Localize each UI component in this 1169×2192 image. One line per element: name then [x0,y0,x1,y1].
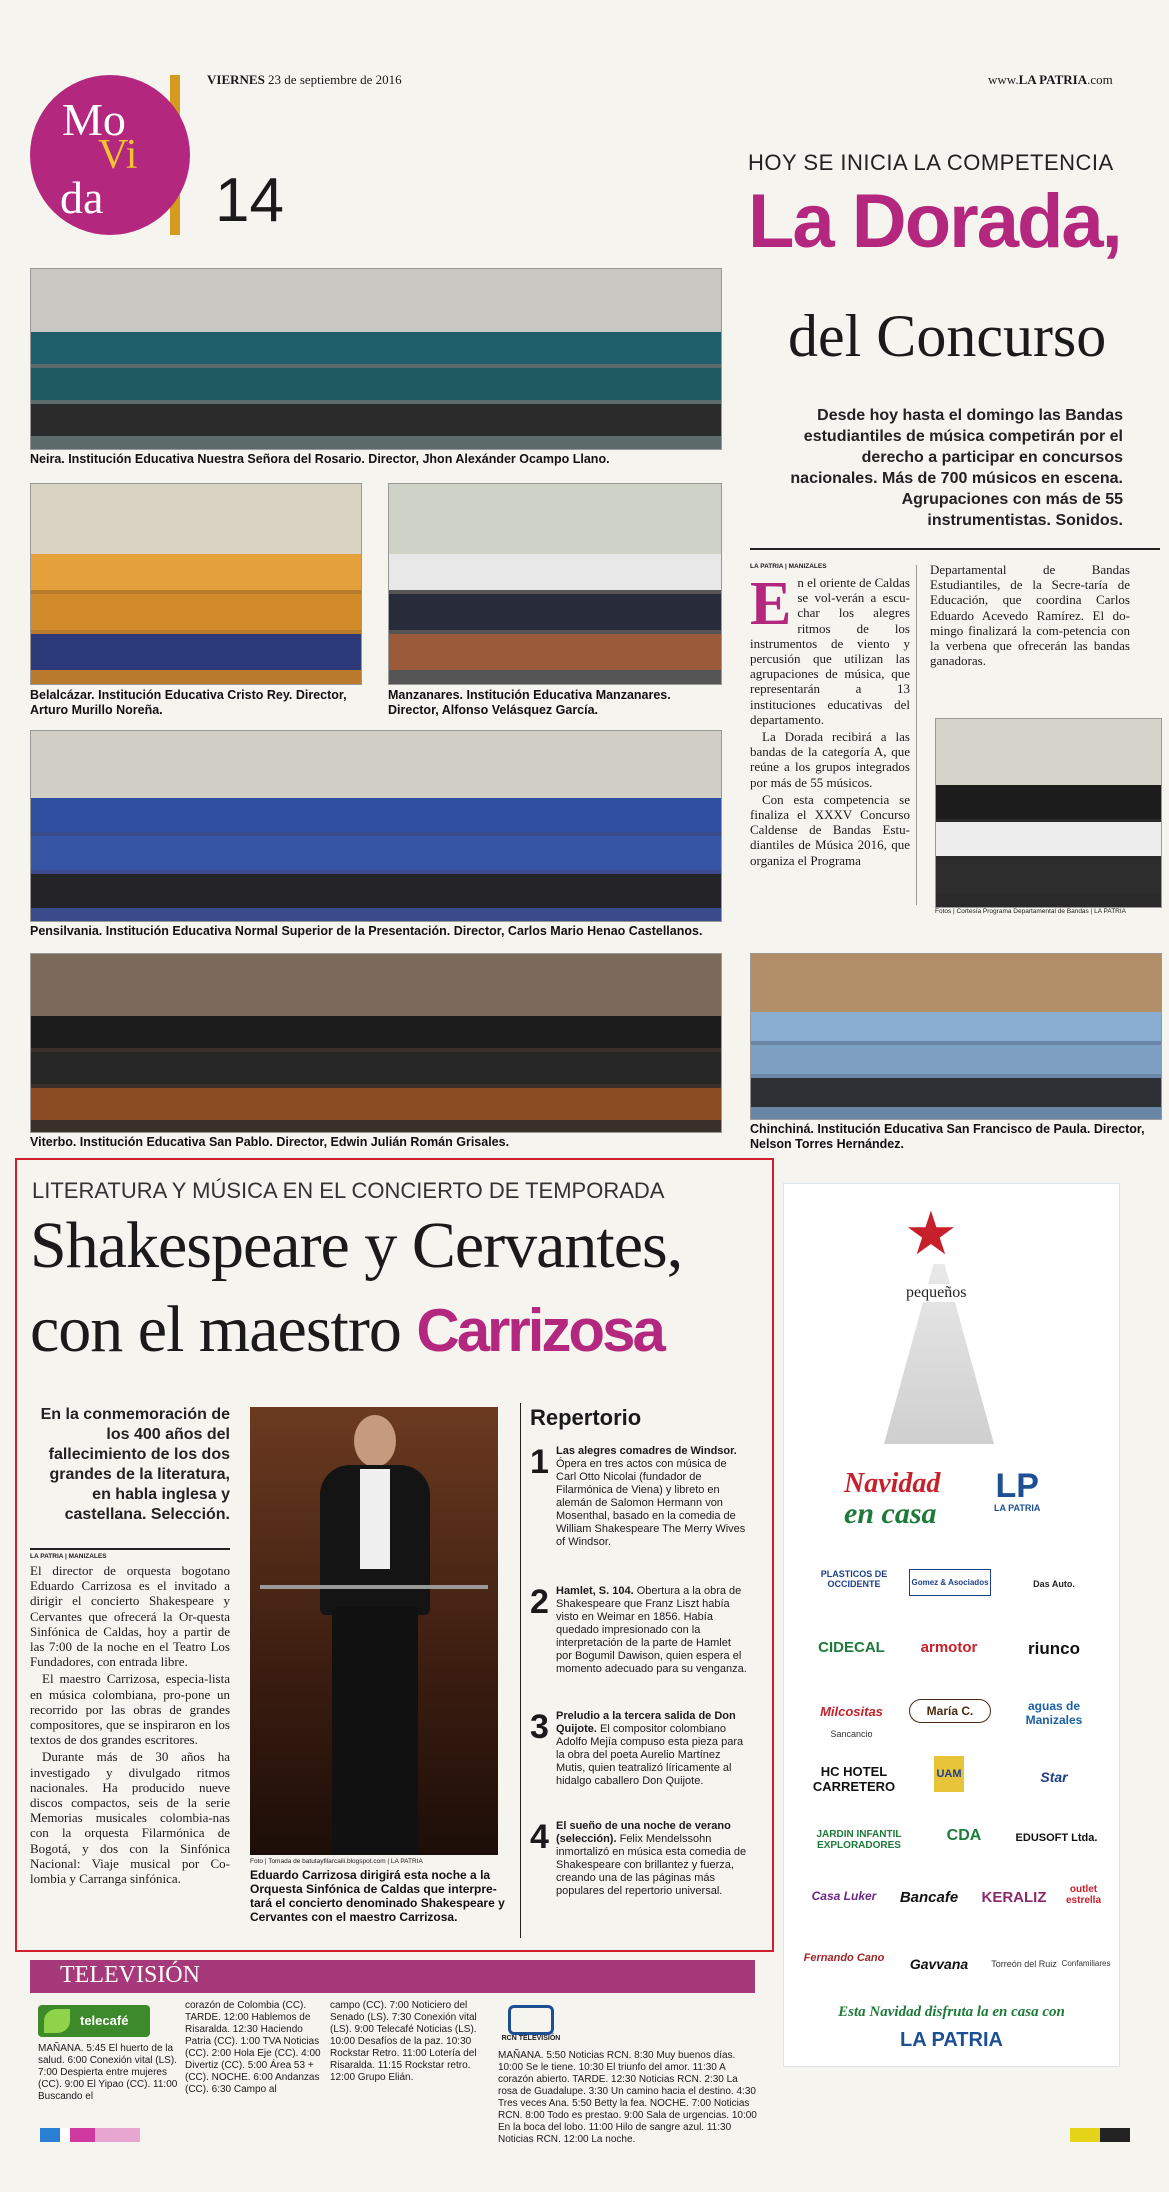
caption-neira: Neira. Institución Educativa Nuestra Señora del Rosario. Director, Jhon Alexánder Ocampo Llano. [30,452,610,466]
sponsor-logo: CDA [946,1827,982,1844]
concert-photo-caption: Eduardo Carrizosa dirigirá esta noche a la Orquesta Sinfónica de Caldas que interpre-tará el concierto denominado Shakespeare y Cervantes con el maestro Carrizosa. [250,1868,505,1924]
section-logo-da: da [60,172,104,223]
ad-title-1: Navidad [844,1468,941,1499]
repertorio-item-title: Las alegres comadres de Windsor. [556,1445,737,1457]
sponsor-logo: Torreón del Ruiz [991,1959,1057,1969]
lead-kicker: HOY SE INICIA LA COMPETENCIA [748,150,1114,175]
website-link[interactable]: www.LA PATRIA.com [988,72,1113,87]
sponsor-logo: Fernando Cano [803,1952,885,1964]
lead-title-1: La Dorada, [748,179,1121,264]
tv-schedule-col3: campo (CC). 7:00 Noticiero del Senado (LS). 7:30 Conexión vital (LS). 9:00 Telecafé Noticias (LS). 10:00 Desafíos de la paz. 10:30 Rockstar Retro. 11:00 Lotería del Risaralda. 11:15 Rockstar retro. 12:00 Grupo Elián. [330,2000,477,2083]
caption-viterbo: Viterbo. Institución Educativa San Pablo. Director, Edwin Julián Román Grisales. [30,1135,510,1149]
page-number: 14 [215,166,284,235]
sponsor-logo: Confamiliares [1061,1959,1111,1968]
tv-title: TELEVISIÓN [60,1962,200,1988]
sponsor-logo: Milcositas [820,1704,883,1719]
sponsor-logo: KERALIZ [981,1889,1047,1906]
lead-col1-p2: La Dorada recibirá a las bandas de la categoría A, que reúne a los grupos integrados por más de 55 músicos. [750,729,910,790]
repertorio-number: 3 [530,1708,549,1746]
sponsor-logo: Star [1040,1769,1068,1785]
ad-slogan-brand: LA PATRIA [900,2029,1003,2051]
sponsor-logo: armotor [920,1639,978,1656]
repertorio-number: 1 [530,1443,549,1481]
concert-body [30,1563,230,1888]
sponsor-logo: Das Auto. [1033,1579,1075,1589]
lead-col1-p3: Con esta competencia se finaliza el XXXV Concurso Caldense de Bandas Estu-diantiles de Música 2016, que organiza el Programa [750,791,910,868]
star-icon: ★ [904,1201,958,1267]
rcn-icon [508,2005,554,2035]
sponsor-logo: Gavvana [909,1956,969,1972]
photo-pensilvania [30,730,722,922]
repertorio-item-text: Obertura a la obra de Shakespeare que Franz Liszt había visto en Weimar en 1856. Había quedado impresionado con la interpretación de la parte de Hamlet por Bogumil Dawison, quien espera el momento adecuado para su venganza. [556,1585,747,1675]
repertorio-number: 4 [530,1818,549,1856]
photo-la-dorada-band [935,718,1162,908]
sponsor-logo: riunco [1028,1639,1080,1658]
caption-belalcazar: Belalcázar. Institución Educativa Cristo Rey. Director, Arturo Murillo Noreña. [30,688,347,717]
concert-title-highlight: Carrizosa [416,1297,663,1364]
sponsor-logo: outlet estrella [1065,1884,1102,1906]
lead-col1-p1: n el oriente de Caldas se vol-verán a escu-char los alegres ritmos de los instrumentos de viento y percusión que utilizan las agrupaciones de música, que representarán a 13 instituciones educativas del departamento. [750,575,910,727]
concert-title-2-text: con el maestro [30,1293,417,1366]
concert-p2: El maestro Carrizosa, especia-lista en música colombiana, pro-pone un recorrido por las obras de grandes compositores, que se inspiraron en los textos de dos grandes escritores. [30,1671,230,1748]
concert-kicker: LITERATURA Y MÚSICA EN EL CONCIERTO DE TEMPORADA [32,1178,665,1203]
tree-tag-word: pequeños [906,1284,967,1301]
repertorio-item-text: Ópera en tres actos con música de Carl Otto Nicolai (fundador de Filarmónica de Viena) y libreto en alemán de Salomon Hermann von Mosenthal, basado en la comedia de William Shakespeare The Merry Wives of Windsor. [556,1458,746,1548]
concert-byline: LA PATRIA | MANIZALES [30,1553,107,1560]
concert-p1: El director de orquesta bogotano Eduardo Carrizosa es el invitado a dirigir el concierto Shakespeare y Cervantes que ofrecerá la Or-questa Sinfónica de Caldas, hoy a partir de las 7:00 de la noche en el Teatro Los Fundadores, con entrada libre. [30,1563,230,1670]
photo-manzanares [388,483,722,685]
sponsor-logo: PLASTICOS DE OCCIDENTE [820,1569,888,1589]
photo-chinchina [750,953,1162,1120]
repertorio-item [530,1710,748,1788]
sponsor-logo: Gomez & Asociados [909,1569,991,1596]
repertorio-item-title: Hamlet, S. 104. [556,1585,634,1597]
section-logo [30,75,190,235]
registration-marks-right [1070,2128,1130,2142]
sponsor-logo: aguas de Manizales [1025,1699,1083,1727]
tv-schedule-col4: MAÑANA. 5:50 Noticias RCN. 8:30 Muy buenos días. 10:00 Se le tiene. 10:30 El triunfo del amor. 11:30 A corazón abierto. TARDE. 12:30 Noticias RCN. 2:30 La rosa de Guadalupe. 3:30 Un camino hacia el destino. 4:30 Tres veces Ana. 5:50 Betty la fea. NOCHE. 7:00 Noticias RCN. 8:00 Todo es prestao. 9:00 Sala de urgencias. 10:00 En la boca del lobo. 11:00 Hilo de sangre azul. 11:30 Noticias RCN. 12:00 La noche. [498,2050,757,2145]
repertorio-item [530,1820,748,1898]
sponsor-logo: Bancafe [899,1889,959,1906]
lead-col2-p1: Departamental de Bandas Estudiantiles, de la Secre-taría de Educación, que coordina Carlos Eduardo Acevedo Ramírez. El do-mingo finalizará la com-petencia con la verbena que ofrecerán las bandas ganadoras. [930,562,1130,669]
repertorio-item-title: El sueño de una noche de verano (selección). [556,1820,731,1845]
issue-day: VIERNES [207,72,265,87]
telecafe-logo: telecafé [38,2005,150,2037]
repertorio-title: Repertorio [530,1405,642,1430]
sponsor-logo: EDUSOFT Ltda. [1015,1832,1098,1844]
sponsor-logo: HC HOTEL CARRETERO [812,1764,896,1794]
tv-header-bar [30,1960,755,1993]
caption-chinchina: Chinchiná. Institución Educativa San Francisco de Paula. Director, Nelson Torres Hernández. [750,1122,1145,1151]
concert-rule [30,1548,230,1550]
repertorio-item-text: Felix Mendelssohn inmortalizó en música esta comedia de Shakespeare con brillantez y fuerza, creando una de las páginas más populares del repertorio universal. [556,1833,747,1897]
repertorio-number: 2 [530,1583,549,1621]
photo-belalcazar [30,483,362,685]
repertorio-item [530,1445,748,1549]
photo-neira [30,268,722,450]
sponsor-logo: Casa Luker [811,1889,877,1903]
issue-date [207,72,402,88]
concert-p3: Durante más de 30 años ha investigado y divulgado ritmos nacionales. Ha producido nueve discos compactos, seis de la serie Memorias musicales colombia-nas con la orquesta Filarmónica de Bogotá, y dos con la Sinfónica Nacional: Viaje musical por Co-lombia y Carranga sinfónica. [30,1749,230,1887]
section-logo-mo: Mo [62,94,126,145]
lead-column-2 [930,562,1130,670]
lead-rule [750,548,1160,550]
tv-schedule-col1: MAÑANA. 5:45 El huerto de la salud. 6:00 Conexión vital (LS). 7:00 Despierta entre mujeres (CC). 9:00 El Yipao (CC). 11:00 Buscando el [38,2043,178,2102]
concert-photo-credit: Foto | Tomada de batutayfilarcaili.blogspot.com | LA PATRIA [250,1858,423,1865]
caption-pensilvania: Pensilvania. Institución Educativa Normal Superior de la Presentación. Director, Carlos Mario Henao Castellanos. [30,924,703,938]
ad-slogan: Esta Navidad disfruta la en casa con [838,2004,1065,2020]
sponsor-logo: María C. [909,1699,991,1723]
concert-title-2 [30,1292,663,1368]
lead-photo-credit: Fotos | Cortesía Programa Departamental de Bandas | LA PATRIA [935,908,1127,915]
repertorio-rule [520,1403,521,1938]
concert-title-1: Shakespeare y Cervantes, [30,1209,683,1282]
caption-manzanares: Manzanares. Institución Educativa Manzanares. Director, Alfonso Velásquez García. [388,688,671,717]
lead-title-2: del Concurso [788,303,1107,369]
lead-byline: LA PATRIA | MANIZALES [750,563,827,570]
repertorio-item-title: Preludio a la tercera salida de Don Quijote. [556,1710,736,1735]
sponsor-logo: Sancancio [830,1729,873,1739]
photo-carrizosa [250,1407,498,1855]
lp-logo: LP LA PATRIA [994,1467,1041,1513]
drop-cap: E [750,570,792,638]
sponsor-logo: UAM [934,1756,964,1792]
concert-deck: En la conmemoración de los 400 años del fallecimiento de los dos grandes de la literatura, en habla inglesa y castellana. Selección. [40,1406,230,1523]
navidad-ad[interactable] [783,1183,1120,2067]
lead-deck: Desde hoy hasta el domingo las Bandas estudiantiles de música competirán por el derecho a participar en concursos nacionales. Más de 700 músicos en escena. Agrupaciones con más de 55 instrumentistas. Sonidos. [790,407,1123,529]
registration-marks-left [40,2128,140,2142]
lead-column-1 [750,570,910,870]
repertorio-item-text: El compositor colombiano Adolfo Mejía compuso esta pieza para la obra del poeta Aurelio Martínez Mutis, quien teatralizó líricamente al hidalgo caballero Don Quijote. [556,1723,744,1787]
column-divider [916,565,917,905]
rcn-logo: RCN TELEVISIÓN [500,2005,562,2047]
issue-date-text: 23 de septiembre de 2016 [268,72,402,87]
ad-title-2: en casa [844,1497,937,1530]
sponsor-logo: CIDECAL [818,1639,885,1656]
leaf-icon [44,2009,70,2033]
tv-schedule-col2: corazón de Colombia (CC). TARDE. 12:00 Hablemos de Risaralda. 12:30 Haciendo Patria (CC). 1:00 TVA Noticias (CC). 2:00 Hola Eje (CC). 4:00 Divertiz (CC). 5:00 Área 53 +(CC). NOCHE. 6:00 Andanzas (CC). 6:30 Campo al [185,2000,321,2095]
repertorio-item [530,1585,748,1676]
section-logo-vi: Vi [98,132,138,178]
sponsor-logo: JARDIN INFANTIL EXPLORADORES [816,1829,902,1851]
photo-viterbo [30,953,722,1133]
